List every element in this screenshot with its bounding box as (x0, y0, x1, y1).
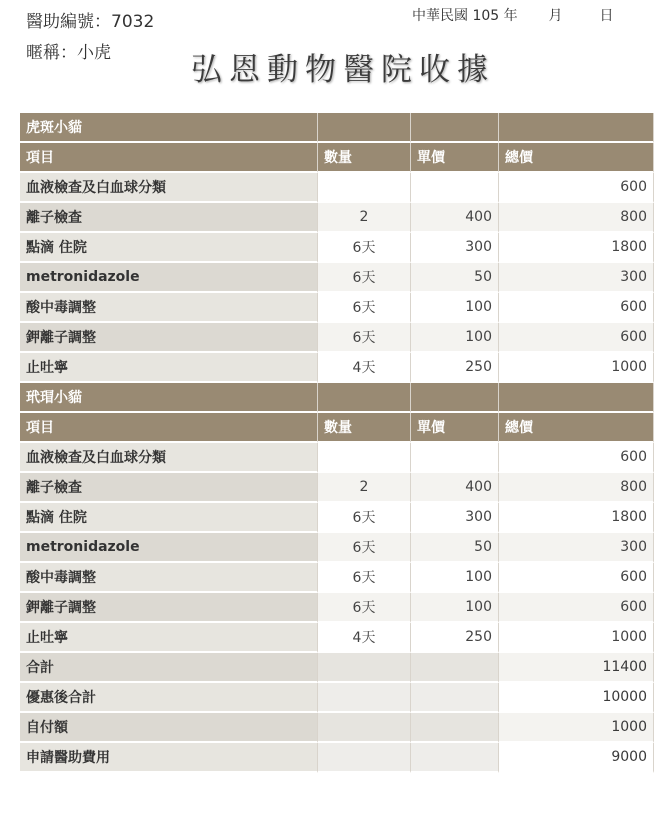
date-era-year: 中華民國 105 年 (412, 8, 518, 24)
item-total: 1000 (499, 353, 654, 383)
item-total: 300 (499, 263, 654, 293)
item-qty: 2 (318, 473, 411, 503)
item-qty: 4天 (318, 353, 411, 383)
pet-nickname: 暱稱：小虎 (26, 43, 111, 63)
item-name: 酸中毒調整 (20, 563, 318, 593)
column-header-price: 單價 (411, 413, 499, 443)
column-header-qty: 數量 (318, 143, 411, 173)
item-qty: 6天 (318, 263, 411, 293)
table-row (20, 323, 654, 353)
item-qty: 6天 (318, 293, 411, 323)
summary-label: 申請醫助費用 (20, 743, 318, 773)
item-total: 800 (499, 203, 654, 233)
item-total: 600 (499, 323, 654, 353)
summary-total: 9000 (499, 743, 654, 773)
receipt-table (20, 113, 654, 773)
item-name: metronidazole (20, 533, 318, 563)
item-qty: 4天 (318, 623, 411, 653)
item-name: 點滴 住院 (20, 233, 318, 263)
item-qty: 2 (318, 203, 411, 233)
table-row (20, 533, 654, 563)
item-qty (318, 443, 411, 473)
table-row (20, 353, 654, 383)
item-price: 250 (411, 623, 499, 653)
item-price: 250 (411, 353, 499, 383)
item-qty: 6天 (318, 533, 411, 563)
item-name: 血液檢查及白血球分類 (20, 173, 318, 203)
receipt-date (412, 5, 613, 25)
section-name: 虎斑小貓 (20, 113, 318, 143)
summary-row (20, 743, 654, 773)
item-total: 1800 (499, 233, 654, 263)
table-row (20, 593, 654, 623)
item-qty: 6天 (318, 323, 411, 353)
table-row (20, 203, 654, 233)
column-header-price: 單價 (411, 143, 499, 173)
summary-label: 自付額 (20, 713, 318, 743)
item-total: 600 (499, 173, 654, 203)
item-qty: 6天 (318, 563, 411, 593)
column-header-total: 總價 (499, 143, 654, 173)
item-total: 300 (499, 533, 654, 563)
summary-total: 10000 (499, 683, 654, 713)
summary-label: 優惠後合計 (20, 683, 318, 713)
item-name: metronidazole (20, 263, 318, 293)
column-header-qty: 數量 (318, 413, 411, 443)
item-qty: 6天 (318, 593, 411, 623)
date-month: 月 (548, 8, 563, 24)
item-price: 300 (411, 503, 499, 533)
table-row (20, 473, 654, 503)
item-price: 100 (411, 293, 499, 323)
item-name: 酸中毒調整 (20, 293, 318, 323)
summary-row (20, 653, 654, 683)
item-total: 600 (499, 593, 654, 623)
summary-row (20, 683, 654, 713)
summary-total: 1000 (499, 713, 654, 743)
summary-row (20, 713, 654, 743)
aid-number: 醫助編號：7032 (26, 12, 155, 32)
date-day: 日 (599, 8, 614, 24)
table-row (20, 443, 654, 473)
section-name: 玳瑁小貓 (20, 383, 318, 413)
item-name: 鉀離子調整 (20, 323, 318, 353)
item-name: 點滴 住院 (20, 503, 318, 533)
item-name: 離子檢查 (20, 203, 318, 233)
summary-total: 11400 (499, 653, 654, 683)
column-header-item: 項目 (20, 413, 318, 443)
item-qty: 6天 (318, 503, 411, 533)
item-total: 800 (499, 473, 654, 503)
item-total: 600 (499, 563, 654, 593)
item-total: 1800 (499, 503, 654, 533)
table-row (20, 293, 654, 323)
section-header-row (20, 113, 654, 143)
table-row (20, 233, 654, 263)
item-name: 離子檢查 (20, 473, 318, 503)
item-total: 600 (499, 443, 654, 473)
item-total: 600 (499, 293, 654, 323)
item-qty: 6天 (318, 233, 411, 263)
column-header-item: 項目 (20, 143, 318, 173)
item-price: 50 (411, 263, 499, 293)
item-name: 血液檢查及白血球分類 (20, 443, 318, 473)
item-name: 止吐寧 (20, 353, 318, 383)
item-total: 1000 (499, 623, 654, 653)
item-qty (318, 173, 411, 203)
summary-label: 合計 (20, 653, 318, 683)
column-header-row (20, 143, 654, 173)
item-name: 止吐寧 (20, 623, 318, 653)
table-row (20, 503, 654, 533)
item-price: 400 (411, 473, 499, 503)
table-row (20, 563, 654, 593)
item-price (411, 443, 499, 473)
column-header-row (20, 413, 654, 443)
column-header-total: 總價 (499, 413, 654, 443)
page-title: 弘恩動物醫院收據 (191, 52, 495, 88)
item-price: 50 (411, 533, 499, 563)
item-price: 100 (411, 323, 499, 353)
item-price: 100 (411, 593, 499, 623)
item-name: 鉀離子調整 (20, 593, 318, 623)
table-row (20, 263, 654, 293)
table-row (20, 623, 654, 653)
item-price (411, 173, 499, 203)
section-header-row (20, 383, 654, 413)
table-row (20, 173, 654, 203)
item-price: 100 (411, 563, 499, 593)
item-price: 400 (411, 203, 499, 233)
item-price: 300 (411, 233, 499, 263)
